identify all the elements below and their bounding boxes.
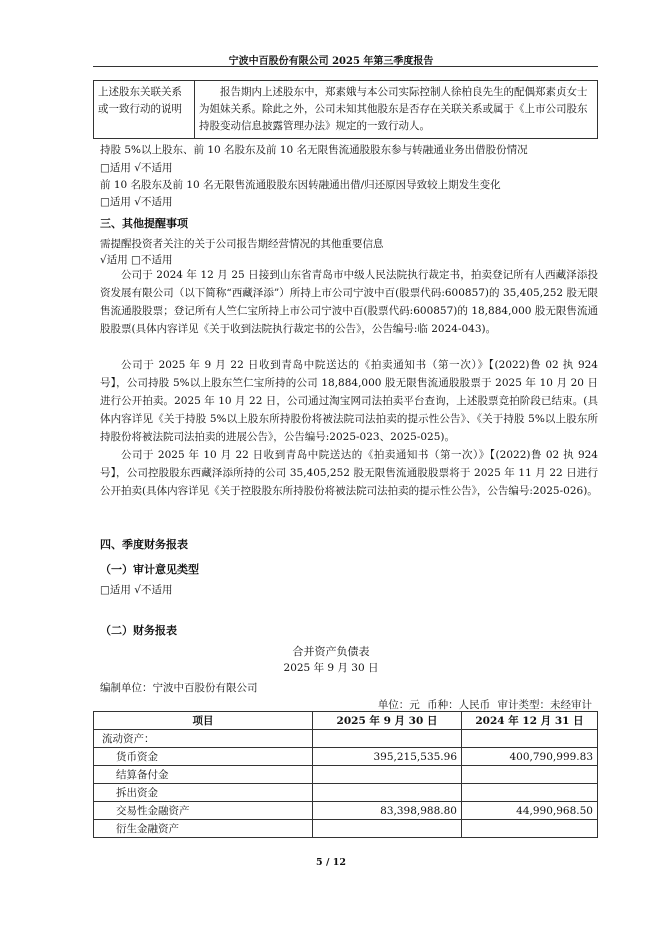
table-row (94, 730, 598, 748)
lending-question: 持股 5%以上股东、前 10 名股东及前 10 名无限售流通股股东参与转融通业务出借股份情况 (100, 144, 528, 156)
report-header: 宁波中百股份有限公司 2025 年第三季度报告 (228, 56, 434, 67)
row-value-prior (462, 766, 598, 784)
section3-intro: 需提醒投资者关注的关于公司报告期经营情况的其他重要信息 (100, 238, 384, 250)
row-value-current (313, 820, 462, 838)
row-item: 衍生金融资产 (94, 820, 313, 838)
section3-answer: √适用 □不适用 (100, 254, 173, 266)
col-header-prior: 2024 年 12 月 31 日 (462, 712, 598, 730)
balance-sheet-date: 2025 年 9 月 30 日 (283, 662, 379, 674)
lending-answer: □适用 √不适用 (100, 162, 173, 174)
col-header-current: 2025 年 9 月 30 日 (313, 712, 462, 730)
row-item: 拆出资金 (94, 784, 313, 802)
row-value-current (313, 784, 462, 802)
audit-opinion-answer: □适用 √不适用 (100, 584, 173, 596)
row-value-prior: 44,990,968.50 (462, 802, 598, 820)
table-row (94, 802, 598, 820)
row-value-current: 83,398,988.80 (313, 802, 462, 820)
section4-title: 四、季度财务报表 (100, 538, 188, 551)
financial-statements-title: （二）财务报表 (100, 624, 177, 637)
change-answer: □适用 √不适用 (100, 196, 173, 208)
page-number: 5 / 12 (316, 857, 346, 868)
relation-row (94, 81, 598, 139)
relation-label: 上述股东关联关系或一致行动的说明 (94, 81, 195, 139)
table-row (94, 820, 598, 838)
empty-cell (462, 730, 598, 748)
row-item: 结算备付金 (94, 766, 313, 784)
header-rule (93, 66, 598, 67)
section3-title: 三、其他提醒事项 (100, 217, 188, 230)
preparer-unit: 编制单位：宁波中百股份有限公司 (100, 682, 258, 694)
table-row (94, 748, 598, 766)
row-value-prior: 400,790,999.83 (462, 748, 598, 766)
row-value-prior (462, 784, 598, 802)
section-label: 流动资产： (94, 730, 313, 748)
row-value-prior (462, 820, 598, 838)
relation-text: 报告期内上述股东中，郑素娥与本公司实际控制人徐柏良先生的配偶郑素贞女士为姐妹关系。除此之外，公司未知其他股东是否存在关联关系或属于《上市公司股东持股变动信息披露管理办法》规定的一致行动人。 (195, 81, 598, 139)
empty-cell (313, 730, 462, 748)
balance-sheet-title: 合并资产负债表 (292, 645, 370, 658)
section3-paragraph-2: 公司于 2025 年 9 月 22 日收到青岛中院送达的《拍卖通知书（第一次）》【(2022)鲁 02 执 924 号】，公司持股 5%以上股东竺仁宝所持的公司 18,884,000 股无限售流通股股票于 2025 年 10 月 20 日进行公开拍卖。2025 年 10 月 22 日，公司通过淘宝网司法拍卖平台查询，上述股票竞拍阶段已结束。(具体内容详见《关于持股 5%以上股东所持股份将被法院司法拍卖的提示性公告》、《关于持股 5%以上股东所持股份将被法院司法拍卖的进展公告》，公告编号:2025-023、2025-025)。 (100, 359, 598, 443)
audit-opinion-title: （一）审计意见类型 (100, 563, 199, 576)
change-question: 前 10 名股东及前 10 名无限售流通股股东因转融通出借/归还原因导致较上期发生变化 (100, 179, 501, 191)
section3-paragraph-3: 公司于 2025 年 10 月 22 日收到青岛中院送达的《拍卖通知书（第一次）》【(2022)鲁 02 执 924 号】，公司控股股东西藏泽添所持的公司 35,405,252 股无限售流通股股票将于 2025 年 11 月 22 日进行公开拍卖(具体内容详见《关于控股股东所持股份将被法院司法拍卖的提示性公告》，公告编号:2025-026)。 (100, 449, 598, 497)
section3-paragraph-1: 公司于 2024 年 12 月 25 日接到山东省青岛市中级人民法院执行裁定书，拍卖登记所有人西藏泽添投资发展有限公司（以下简称“西藏泽添”）所持上市公司宁波中百(股票代码:600857)的 35,405,252 股无限售流通股股票；登记所有人竺仁宝所持上市公司宁波中百(股票代码:600857)的 18,884,000 股无限售流通股股票(具体内容详见《关于收到法院执行裁定书的公告》，公告编号:临 2024-043)。 (100, 269, 598, 335)
row-value-current (313, 766, 462, 784)
table-row (94, 784, 598, 802)
balance-sheet-table (93, 711, 598, 838)
row-item: 货币资金 (94, 748, 313, 766)
row-item: 交易性金融资产 (94, 802, 313, 820)
relation-table (93, 80, 598, 139)
currency-line: 单位：元 币种：人民币 审计类型：未经审计 (377, 699, 592, 711)
table-header-row (94, 712, 598, 730)
table-row (94, 766, 598, 784)
row-value-current: 395,215,535.96 (313, 748, 462, 766)
col-header-item: 项目 (94, 712, 313, 730)
